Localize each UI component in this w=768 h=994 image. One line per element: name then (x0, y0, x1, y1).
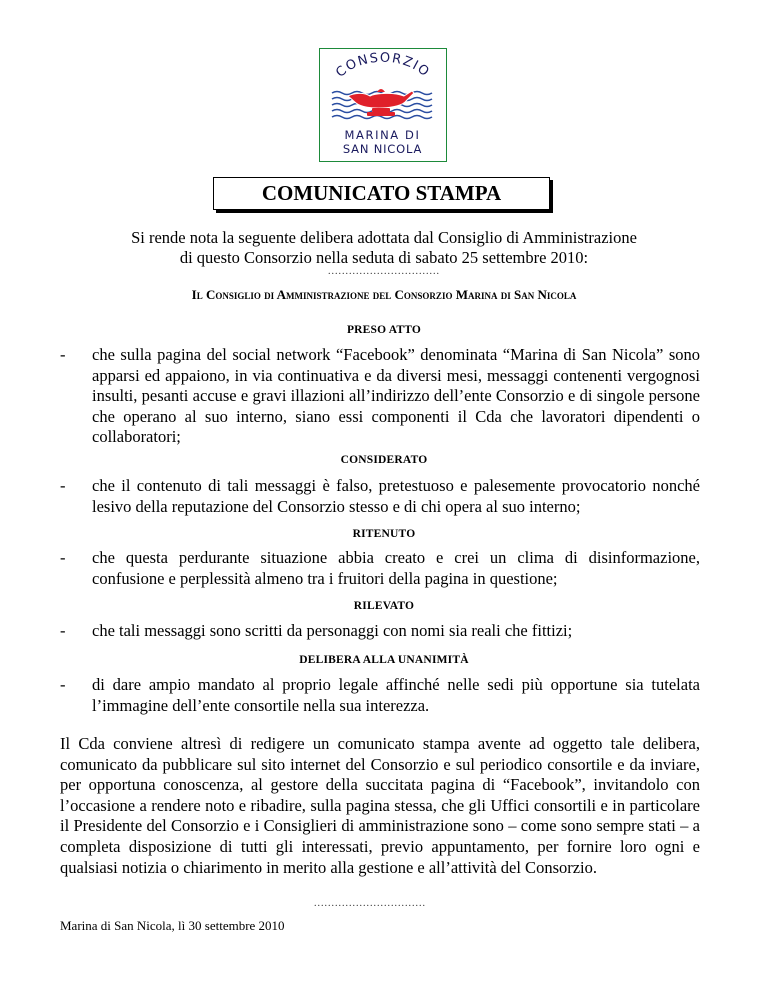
logo-bottom-line2: SAN NICOLA (342, 142, 423, 156)
separator-dots: ................................ (328, 266, 440, 277)
item-text: che questa perdurante situazione abbia creato e crei un clima di disinformazione, confusione e perplessità almeno tra i fruitori della pagina in questione; (92, 548, 700, 588)
label-considerato: CONSIDERATO (340, 454, 428, 466)
item-dash: - (60, 675, 66, 694)
item-dash: - (60, 345, 66, 364)
logo-bottom-line1: MARINA DI (344, 128, 421, 142)
item-dash: - (60, 621, 66, 640)
label-delibera: DELIBERA ALLA UNANIMITÀ (299, 654, 469, 666)
closing-paragraph: Il Cda conviene altresì di redigere un comunicato stampa avente ad oggetto tale delibera, comunicato da pubblicare sul sito internet del Consorzio e sul periodico consortile e da inviare, per opportuna conoscenza, al gestore della succitata pagina di “Facebook”, invitandolo con l’occasione a rendere noto e ribadire, sulla pagina stessa, che gli Uffici consortili e in particolare il Presidente del Consorzio e i Consiglieri di amministrazione sono – come sono sempre stati – a completa disposizione di tutti gli interessati, previo appuntamento, per fornire loro ogni e qualsiasi notizia o chiarimento in merito alla gestione e all’attività del Consorzio. (60, 734, 700, 877)
item-text: che sulla pagina del social network “Facebook” denominata “Marina di San Nicola” sono apparsi ed appaiono, in via continuativa e da diversi mesi, messaggi contenenti vergognosi insulti, pesanti accuse e gravi illazioni all’indirizzo dell’ente Consorzio e di singole persone che operano al suo interno, siano essi componenti il Cda che lavoratori dipendenti o collaboratori; (92, 345, 700, 446)
intro-text (80, 228, 688, 268)
label-ritenuto: RITENUTO (352, 528, 416, 540)
separator-dots-bottom: ................................ (314, 898, 426, 909)
item-delibera (60, 675, 700, 716)
press-release-title: COMUNICATO STAMPA (213, 177, 550, 210)
logo-graphic (320, 49, 445, 160)
signoff-date: Marina di San Nicola, lì 30 settembre 2010 (60, 918, 285, 933)
item-text: di dare ampio mandato al proprio legale affinché nelle sedi più opportune sia tutelata l’immagine dell’ente consortile nella sua interezza. (92, 675, 700, 715)
intro-line-2: di questo Consorzio nella seduta di sabato 25 settembre 2010: (179, 248, 589, 267)
item-dash: - (60, 476, 66, 495)
item-ritenuto (60, 548, 700, 589)
label-rilevato: RILEVATO (353, 600, 415, 612)
item-preso-atto (60, 345, 700, 448)
item-dash: - (60, 548, 66, 567)
label-preso-atto: PRESO ATTO (346, 324, 422, 336)
item-rilevato (60, 621, 700, 642)
intro-line-1: Si rende nota la seguente delibera adottata dal Consiglio di Amministrazione (131, 228, 637, 247)
consorzio-logo (319, 48, 447, 162)
logo-top-text: CONSORZIO (333, 50, 433, 81)
item-text: che tali messaggi sono scritti da personaggi con nomi sia reali che fittizi; (92, 621, 573, 640)
item-considerato (60, 476, 700, 517)
board-heading: Il Consiglio di Amministrazione del Consorzio Marina di San Nicola (191, 287, 577, 302)
item-text: che il contenuto di tali messaggi è falso, pretestuoso e palesemente provocatorio nonché lesivo della reputazione del Consorzio stesso e di chi opera al suo interno; (92, 476, 700, 516)
